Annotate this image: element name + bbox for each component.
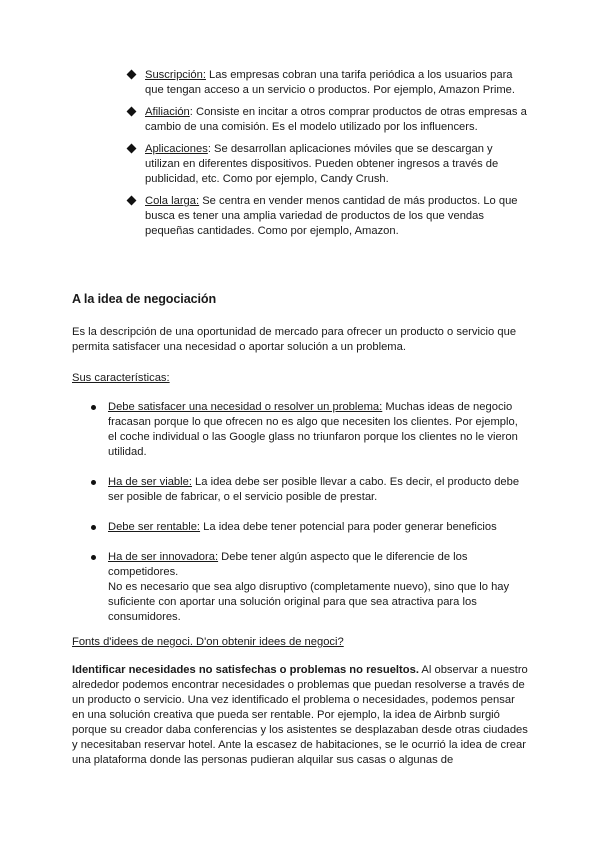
intro-paragraph: Es la descripción de una oportunidad de mercado para ofrecer un producto o servicio que permita satisfacer una necesidad o aportar solución a un problema. [72,326,517,353]
diamond-bullet-icon [127,107,137,117]
item-text: Las empresas cobran una tarifa periódica a los usuarios para que tengan acceso a un servicio o productos. Por ejemplo, Amazon Prime. [145,69,516,96]
list-item [130,142,530,187]
sources-bold-lead: Identificar necesidades no satisfechas o problemas no resueltos. [72,664,419,676]
item-extra-text: No es necesario que sea algo disruptivo (completamente nuevo), sino que lo hay suficiente con aportar una solución original para que sea atractiva para los consumidores. [108,581,510,623]
diamond-bullet-icon [127,144,137,154]
item-text: : Se desarrollan aplicaciones móviles que se descargan y utilizan en diferentes dispositivos. Pueden obtener ingresos a través de publicidad, etc. Como por ejemplo, Candy Crush. [145,143,499,185]
term-label: Suscripción: [145,69,206,81]
business-model-list [130,68,530,246]
item-text: Se centra en vender menos cantidad de más productos. Lo que busca es tener una amplia variedad de productos de los que vendas pequeñas cantidades. Como por ejemplo, Amazon. [145,195,518,237]
item-text: La idea debe ser posible llevar a cabo. Es decir, el producto debe ser posible de fabricar, o el servicio posible de prestar. [108,476,520,503]
term-label: Cola larga: [145,195,200,207]
bullet-icon [91,480,96,485]
bullet-icon [91,555,96,560]
list-item [130,194,530,239]
term-label: Debe ser rentable: [108,521,201,533]
bullet-icon [91,405,96,410]
diamond-bullet-icon [127,196,137,206]
bullet-icon [91,525,96,530]
item-text: Debe tener algún aspecto que le diferencie de los competidores. [108,551,468,578]
diamond-bullet-icon [127,70,137,80]
item-text: La idea debe tener potencial para poder generar beneficios [200,521,497,533]
list-item [93,475,525,505]
sources-heading: Fonts d'idees de negoci. D'on obtenir idees de negoci? [72,636,344,648]
sources-text: Al observar a nuestro alrededor podemos encontrar necesidades o problemas que puedan resolverse a través de un producto o servicio. Una vez identificado el problema o necesidades, podemos pensar en una solución creativa que pueda ser rentable. Por ejemplo, la idea de Airbnb surgió porque su creador daba conferencias y los asistentes se desplazaban desde otras ciudades y necesitaban reservar hotel. Ante la escasez de habitaciones, se le ocurrió la idea de crear una plataforma donde las personas pudieran alquilar sus casas o algunas de [72,664,528,766]
sources-paragraph [72,663,528,768]
term-label: Ha de ser innovadora: [108,551,219,563]
item-text: : Consiste en incitar a otros comprar productos de otras empresas a cambio de una comisión. Es el modelo utilizado por los influencers. [145,106,527,133]
term-label: Aplicaciones [145,143,208,155]
list-item [93,520,525,535]
characteristics-heading: Sus características: [72,372,170,384]
list-item [130,105,530,135]
characteristics-list [93,400,525,640]
term-label: Debe satisfacer una necesidad o resolver un problema: [108,401,383,413]
item-text: Muchas ideas de negocio fracasan porque lo que ofrecen no es algo que necesiten los clientes. Por ejemplo, el coche individual o las Google glass no triunfaron porque los clientes no le vieron utilidad. [108,401,518,458]
term-label: Afiliación [145,106,190,118]
list-item [93,550,525,625]
section-title: A la idea de negociación [72,292,217,306]
term-label: Ha de ser viable: [108,476,192,488]
list-item [93,400,525,460]
list-item [130,68,530,98]
